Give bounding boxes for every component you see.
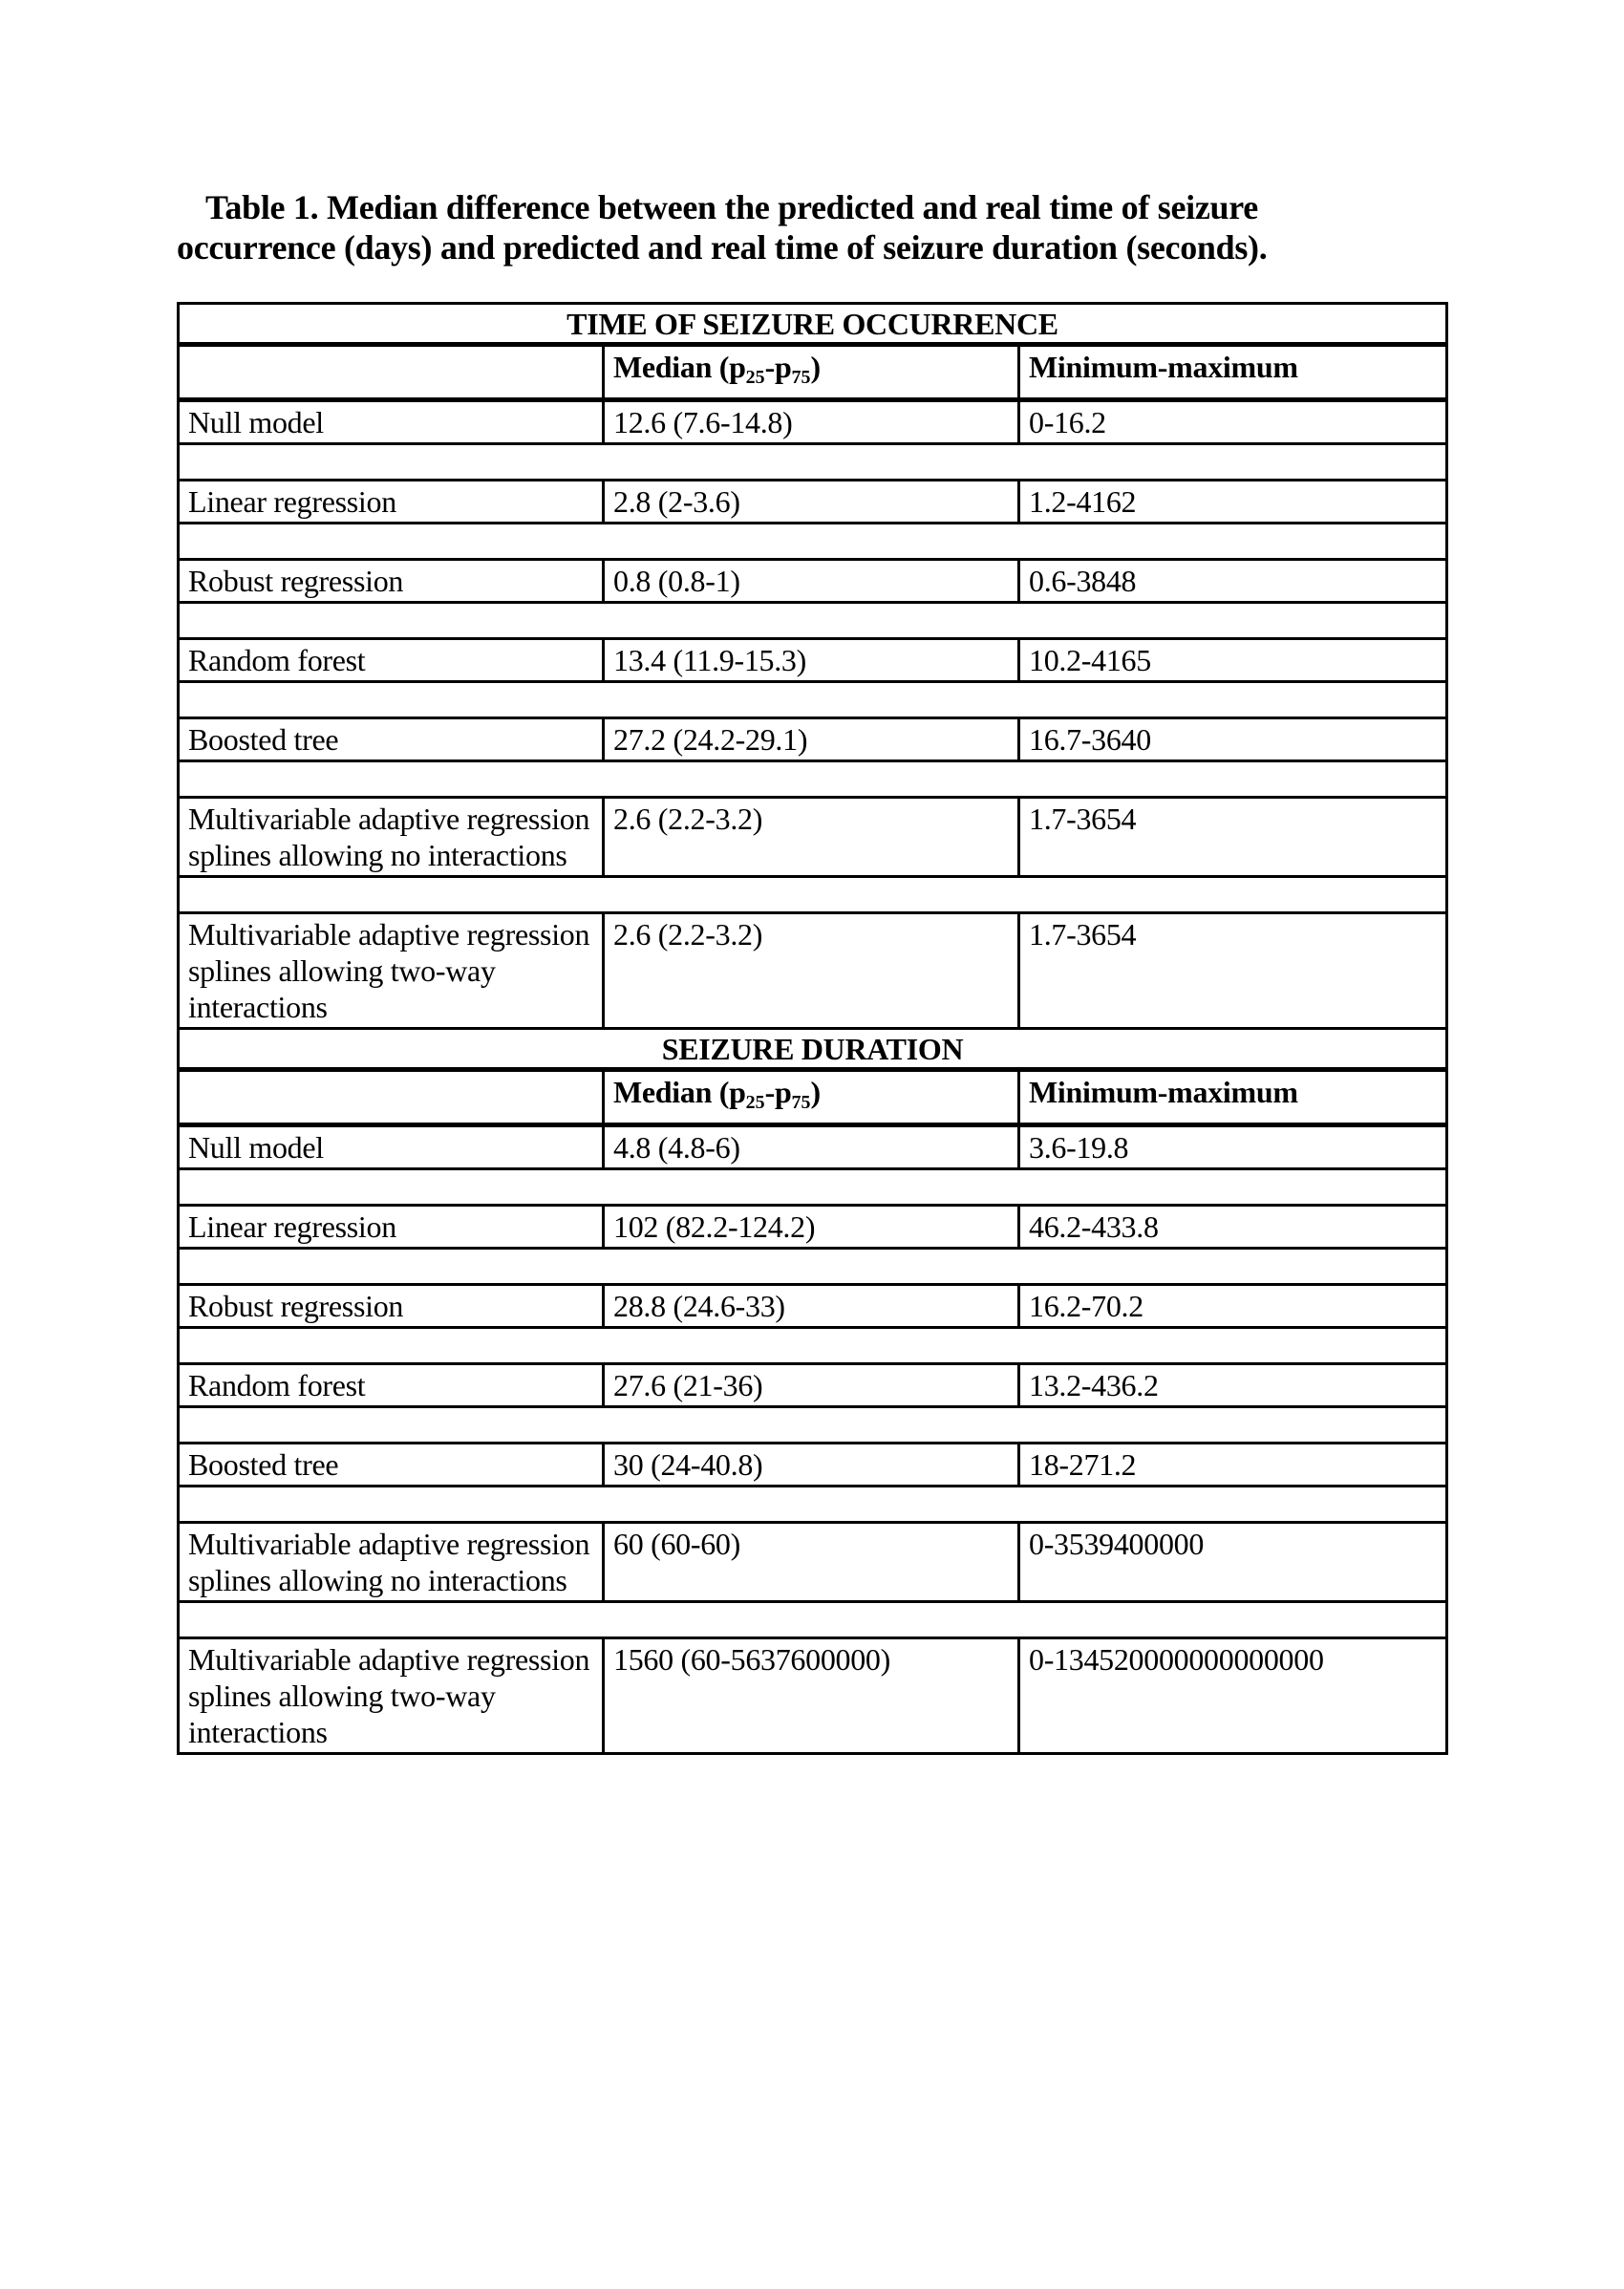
spacer-cell — [179, 1169, 1447, 1206]
table-row — [179, 913, 1447, 1029]
minmax-cell: 18-271.2 — [1019, 1444, 1447, 1487]
table-row — [179, 1444, 1447, 1487]
spacer-cell — [179, 1407, 1447, 1444]
median-header-close: ) — [810, 350, 821, 384]
minmax-cell: 1.7-3654 — [1019, 913, 1447, 1029]
table-row — [179, 481, 1447, 524]
median-cell: 28.8 (24.6-33) — [604, 1285, 1019, 1328]
spacer-cell — [179, 1602, 1447, 1638]
model-cell: Multivariable adaptive regression splines allowing two-way interactions — [179, 913, 604, 1029]
spacer-cell — [179, 761, 1447, 798]
minmax-cell: 1.2-4162 — [1019, 481, 1447, 524]
model-cell: Multivariable adaptive regression splines allowing no interactions — [179, 1523, 604, 1602]
table-row — [179, 798, 1447, 877]
spacer-cell — [179, 444, 1447, 481]
spacer-row — [179, 603, 1447, 639]
table-row — [179, 560, 1447, 603]
table-row — [179, 1285, 1447, 1328]
spacer-row — [179, 877, 1447, 913]
spacer-cell — [179, 877, 1447, 913]
model-cell: Boosted tree — [179, 718, 604, 761]
model-cell: Random forest — [179, 1364, 604, 1407]
minmax-cell: 0-16.2 — [1019, 400, 1447, 444]
results-table — [177, 302, 1448, 1755]
median-cell: 27.2 (24.2-29.1) — [604, 718, 1019, 761]
section-title-row — [179, 304, 1447, 345]
table-row — [179, 1125, 1447, 1169]
section-title-occurrence: TIME OF SEIZURE OCCURRENCE — [179, 304, 1447, 345]
model-cell: Boosted tree — [179, 1444, 604, 1487]
minmax-cell: 0-134520000000000000 — [1019, 1638, 1447, 1754]
table-caption-line-2: occurrence (days) and predicted and real time of seizure duration (seconds). — [177, 228, 1268, 267]
median-header-dash: -p — [764, 350, 792, 384]
minmax-cell: 10.2-4165 — [1019, 639, 1447, 682]
median-cell: 0.8 (0.8-1) — [604, 560, 1019, 603]
median-cell: 2.6 (2.2-3.2) — [604, 798, 1019, 877]
spacer-row — [179, 682, 1447, 718]
minmax-cell: 16.7-3640 — [1019, 718, 1447, 761]
median-cell: 60 (60-60) — [604, 1523, 1019, 1602]
minmax-cell: 16.2-70.2 — [1019, 1285, 1447, 1328]
table-row — [179, 1206, 1447, 1249]
median-header-text: Median (p — [613, 350, 746, 384]
spacer-row — [179, 1487, 1447, 1523]
model-cell: Linear regression — [179, 481, 604, 524]
spacer-row — [179, 1407, 1447, 1444]
table-row — [179, 639, 1447, 682]
minmax-cell: 0.6-3848 — [1019, 560, 1447, 603]
model-cell: Random forest — [179, 639, 604, 682]
spacer-cell — [179, 1487, 1447, 1523]
spacer-cell — [179, 1249, 1447, 1285]
section-title-row — [179, 1029, 1447, 1070]
model-cell: Linear regression — [179, 1206, 604, 1249]
column-header-row — [179, 1070, 1447, 1125]
model-cell: Null model — [179, 400, 604, 444]
spacer-row — [179, 1169, 1447, 1206]
spacer-row — [179, 761, 1447, 798]
spacer-cell — [179, 524, 1447, 560]
table-row — [179, 718, 1447, 761]
spacer-row — [179, 1249, 1447, 1285]
median-header-dash: -p — [764, 1075, 792, 1109]
spacer-cell — [179, 682, 1447, 718]
median-column-header — [604, 345, 1019, 400]
median-column-header — [604, 1070, 1019, 1125]
document-page — [0, 187, 1624, 1755]
spacer-row — [179, 1328, 1447, 1364]
subscript-25: 25 — [745, 1092, 765, 1113]
minmax-cell: 0-3539400000 — [1019, 1523, 1447, 1602]
minmax-cell: 46.2-433.8 — [1019, 1206, 1447, 1249]
minmax-column-header: Minimum-maximum — [1019, 1070, 1447, 1125]
section-title-duration: SEIZURE DURATION — [179, 1029, 1447, 1070]
table-row — [179, 1638, 1447, 1754]
subscript-75: 75 — [791, 1092, 811, 1113]
subscript-75: 75 — [791, 367, 811, 388]
median-cell: 4.8 (4.8-6) — [604, 1125, 1019, 1169]
model-cell: Multivariable adaptive regression splines allowing two-way interactions — [179, 1638, 604, 1754]
spacer-row — [179, 444, 1447, 481]
median-cell: 13.4 (11.9-15.3) — [604, 639, 1019, 682]
empty-header-cell — [179, 1070, 604, 1125]
spacer-row — [179, 1602, 1447, 1638]
minmax-cell: 13.2-436.2 — [1019, 1364, 1447, 1407]
median-cell: 2.6 (2.2-3.2) — [604, 913, 1019, 1029]
median-header-close: ) — [810, 1075, 821, 1109]
model-cell: Null model — [179, 1125, 604, 1169]
table-row — [179, 1364, 1447, 1407]
spacer-row — [179, 524, 1447, 560]
median-cell: 12.6 (7.6-14.8) — [604, 400, 1019, 444]
median-cell: 30 (24-40.8) — [604, 1444, 1019, 1487]
spacer-cell — [179, 1328, 1447, 1364]
model-cell: Robust regression — [179, 1285, 604, 1328]
subscript-25: 25 — [745, 367, 765, 388]
median-cell: 102 (82.2-124.2) — [604, 1206, 1019, 1249]
minmax-cell: 3.6-19.8 — [1019, 1125, 1447, 1169]
median-cell: 2.8 (2-3.6) — [604, 481, 1019, 524]
median-cell: 1560 (60-5637600000) — [604, 1638, 1019, 1754]
minmax-cell: 1.7-3654 — [1019, 798, 1447, 877]
table-caption-line-1: Table 1. Median difference between the predicted and real time of seizure — [205, 188, 1258, 226]
minmax-column-header: Minimum-maximum — [1019, 345, 1447, 400]
empty-header-cell — [179, 345, 604, 400]
median-header-text: Median (p — [613, 1075, 746, 1109]
column-header-row — [179, 345, 1447, 400]
model-cell: Robust regression — [179, 560, 604, 603]
table-caption — [177, 187, 1567, 267]
model-cell: Multivariable adaptive regression splines allowing no interactions — [179, 798, 604, 877]
table-row — [179, 400, 1447, 444]
table-row — [179, 1523, 1447, 1602]
spacer-cell — [179, 603, 1447, 639]
median-cell: 27.6 (21-36) — [604, 1364, 1019, 1407]
